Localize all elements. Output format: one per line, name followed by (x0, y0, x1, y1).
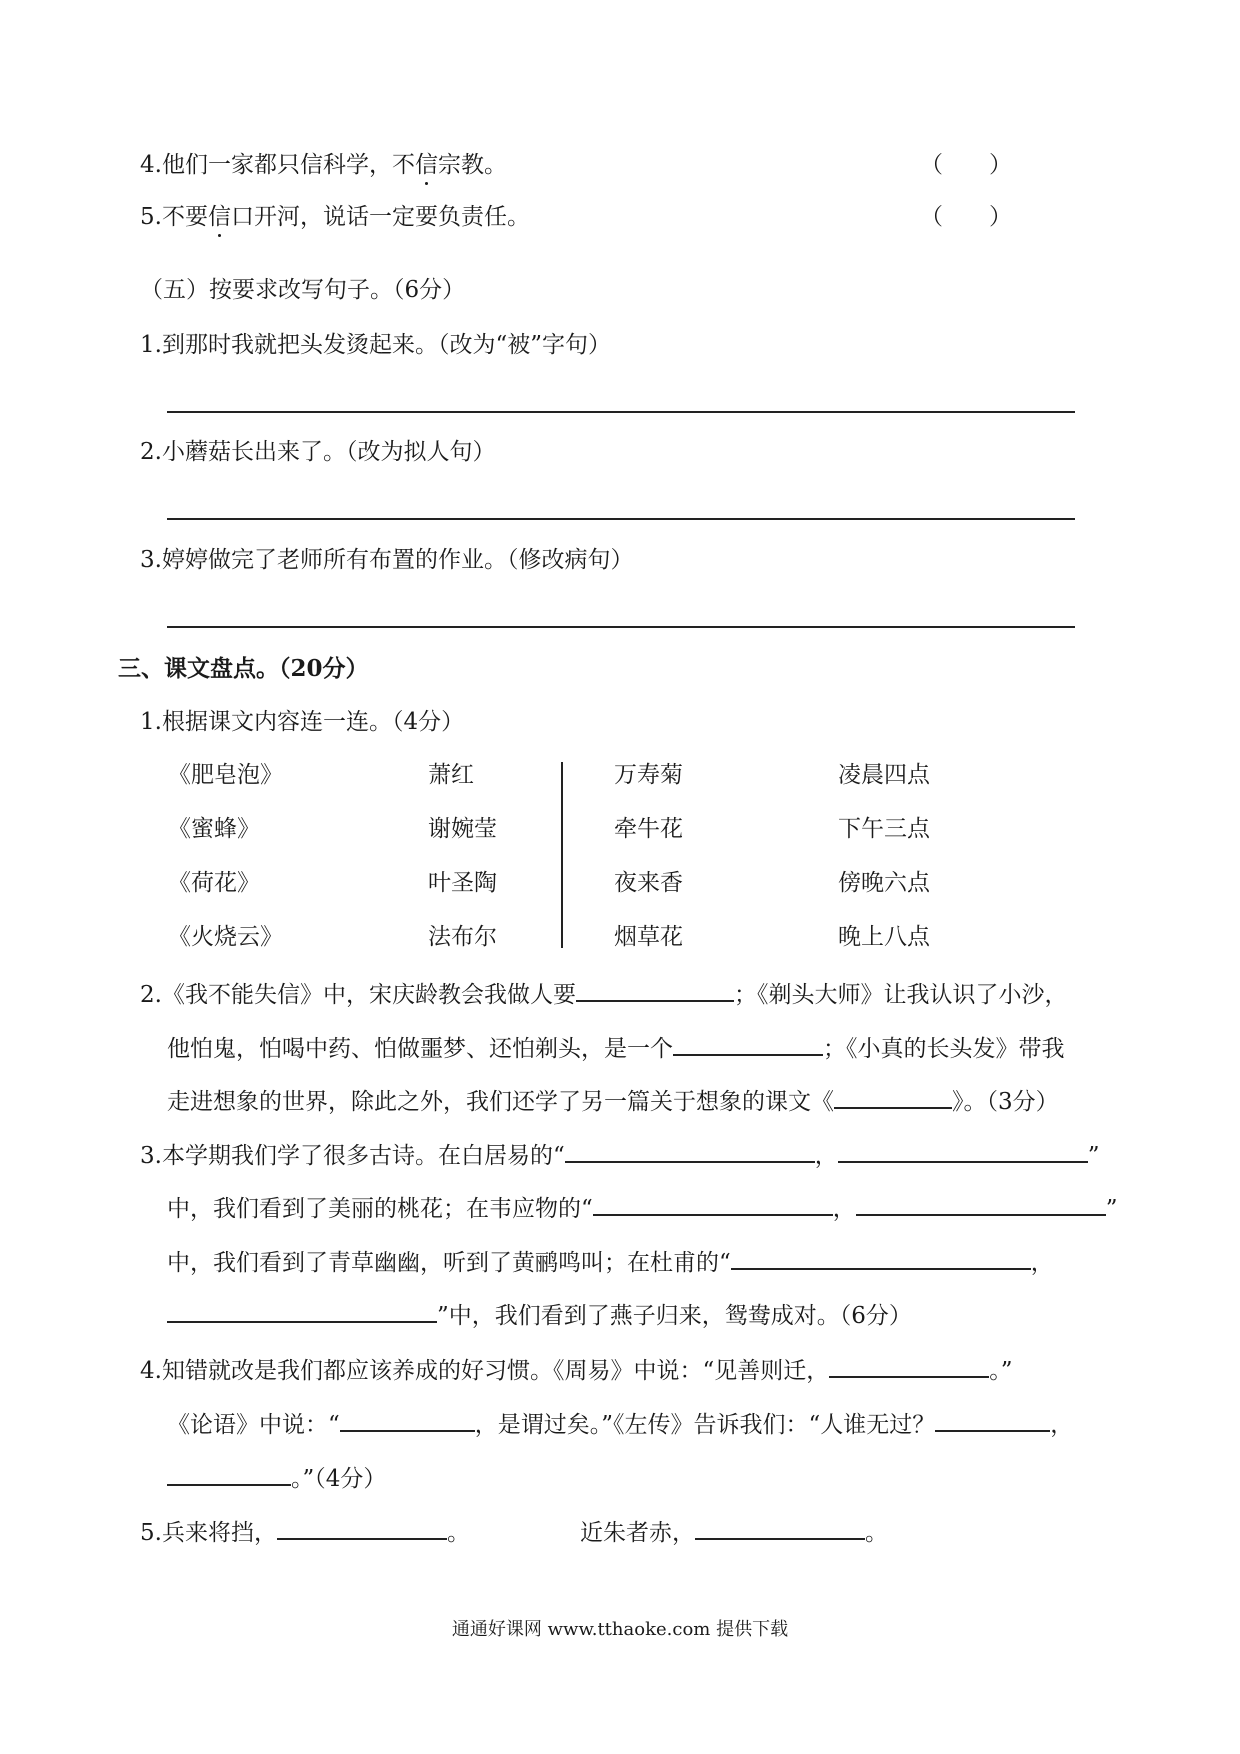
rewrite-item-1: 1.到那时我就把头发烫起来。（改为“被”字句） (140, 332, 611, 358)
fill-blank[interactable] (593, 1190, 833, 1216)
q2-text: 2.《我不能失信》中，宋庆龄教会我做人要 (140, 982, 576, 1008)
match-time[interactable]: 晚上八点 (838, 924, 930, 950)
q3-text: 3.本学期我们学了很多古诗。在白居易的“ (140, 1143, 565, 1169)
q5-text: 5.兵来将挡， (140, 1520, 277, 1546)
match-flower[interactable]: 夜来香 (614, 870, 683, 896)
answer-line-2[interactable] (167, 518, 1075, 520)
fill-blank[interactable] (167, 1460, 291, 1486)
item-text: 宗教。 (437, 152, 507, 178)
fill-blank[interactable] (340, 1406, 475, 1432)
fill-blank[interactable] (673, 1030, 823, 1056)
match-title[interactable]: 《肥皂泡》 (168, 762, 283, 788)
q3-text: 中，我们看到了美丽的桃花；在韦应物的“ (167, 1196, 593, 1222)
rewrite-item-2: 2.小蘑菇长出来了。（改为拟人句） (140, 439, 496, 465)
fill-blank[interactable] (834, 1083, 952, 1109)
q3-text: ” (1087, 1143, 1100, 1169)
fill-blank[interactable] (167, 1297, 437, 1323)
judge-item-5 (140, 202, 530, 232)
q5-text: 近朱者赤， (580, 1520, 695, 1546)
match-author[interactable]: 叶圣陶 (428, 870, 497, 896)
match-title[interactable]: 《蜜蜂》 (168, 816, 260, 842)
q2-text: 走进想象的世界，除此之外，我们还学了另一篇关于想象的课文《 (167, 1089, 834, 1115)
section5-title: （五）按要求改写句子。（6分） (140, 277, 466, 303)
q5-line-2 (580, 1514, 888, 1548)
dotted-char: 信 (414, 152, 438, 178)
q4-text: ， (1050, 1412, 1074, 1438)
match-flower[interactable]: 烟草花 (614, 924, 683, 950)
item-text: 不要 (161, 204, 208, 230)
q3-text: ”中，我们看到了燕子归来，鸳鸯成对。（6分） (437, 1303, 912, 1329)
match-flower[interactable]: 牵牛花 (614, 816, 683, 842)
q3-line-3 (167, 1244, 1054, 1278)
q4-line-2 (167, 1406, 1073, 1440)
match-time[interactable]: 傍晚六点 (838, 870, 930, 896)
q5-line-1 (140, 1514, 470, 1548)
section3-title: 三、课文盘点。（20分） (118, 655, 369, 682)
q4-text: 。” (989, 1358, 1013, 1384)
match-title[interactable]: 《火烧云》 (168, 924, 283, 950)
fill-blank[interactable] (695, 1514, 865, 1540)
q4-text: 《论语》中说：“ (167, 1412, 340, 1438)
q3-text: ， (832, 1196, 856, 1222)
q3-text: ” (1105, 1196, 1118, 1222)
fill-blank[interactable] (829, 1352, 989, 1378)
q3-text: 中，我们看到了青草幽幽，听到了黄鹂鸣叫；在杜甫的“ (167, 1250, 731, 1276)
fill-blank[interactable] (731, 1244, 1031, 1270)
q3-text: ， (814, 1143, 838, 1169)
answer-parens-4[interactable]: （ ） (920, 152, 1012, 178)
judge-item-4 (140, 150, 507, 180)
q3-line-1 (140, 1137, 1099, 1171)
answer-line-1[interactable] (167, 411, 1075, 413)
q3-line-4 (167, 1297, 912, 1331)
fill-blank[interactable] (565, 1137, 815, 1163)
fill-blank[interactable] (935, 1406, 1050, 1432)
q4-line-1 (140, 1352, 1012, 1386)
item-text: 口开河，说话一定要负责任。 (230, 204, 530, 230)
match-author[interactable]: 法布尔 (428, 924, 497, 950)
footer-credit: 通通好课网 www.tthaoke.com 提供下载 (451, 1619, 789, 1640)
item-number: 4. (140, 152, 162, 178)
q4-text: 4.知错就改是我们都应该养成的好习惯。《周易》中说：“见善则迁， (140, 1358, 830, 1384)
q2-line-1 (140, 976, 1067, 1010)
match-time[interactable]: 凌晨四点 (838, 762, 930, 788)
match-flower[interactable]: 万寿菊 (614, 762, 683, 788)
q3-line-2 (167, 1190, 1118, 1224)
fill-blank[interactable] (576, 976, 734, 1002)
q4-text: ，是谓过矣。”《左传》告诉我们：“人谁无过？ (474, 1412, 936, 1438)
q2-line-2 (167, 1030, 1065, 1064)
fill-blank[interactable] (838, 1137, 1088, 1163)
q3-text: ， (1030, 1250, 1054, 1276)
answer-line-3[interactable] (167, 626, 1075, 628)
q2-line-3 (167, 1083, 1059, 1117)
dotted-char: 信 (207, 204, 231, 230)
match-divider (561, 762, 563, 948)
match-time[interactable]: 下午三点 (838, 816, 930, 842)
item-text: 他们一家都只信科学，不 (161, 152, 415, 178)
match-author[interactable]: 谢婉莹 (428, 816, 497, 842)
q4-line-3 (167, 1460, 386, 1494)
q2-text: ；《剃头大师》让我认识了小沙， (733, 982, 1068, 1008)
q5-text: 。 (865, 1520, 888, 1546)
match-title[interactable]: 《荷花》 (168, 870, 260, 896)
q2-text: ；《小真的长头发》带我 (823, 1036, 1065, 1062)
fill-blank[interactable] (277, 1514, 447, 1540)
q2-text: 他怕鬼，怕喝中药、怕做噩梦、还怕剃头，是一个 (167, 1036, 673, 1062)
answer-parens-5[interactable]: （ ） (920, 204, 1012, 230)
match-author[interactable]: 萧红 (428, 762, 474, 788)
match-prompt: 1.根据课文内容连一连。（4分） (140, 709, 465, 735)
item-number: 5. (140, 204, 162, 230)
fill-blank[interactable] (856, 1190, 1106, 1216)
rewrite-item-3: 3.婷婷做完了老师所有布置的作业。（修改病句） (140, 547, 634, 573)
q5-text: 。 (446, 1520, 470, 1546)
q2-text: 》。（3分） (952, 1089, 1059, 1115)
q4-text: 。”（4分） (291, 1466, 387, 1492)
